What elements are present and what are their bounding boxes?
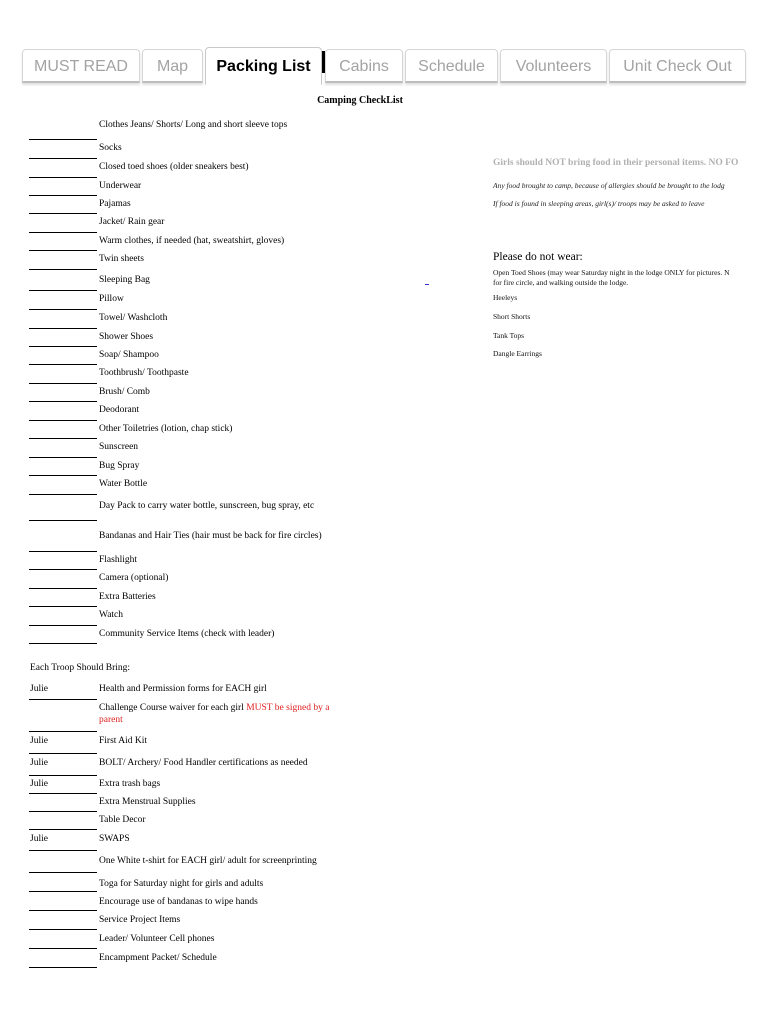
troop-item [99, 952, 217, 964]
checklist-item: Water Bottle [99, 479, 148, 489]
checklist-item: Underwear [99, 181, 142, 191]
checkbox-line[interactable] [29, 643, 97, 644]
checkbox-line[interactable] [29, 438, 97, 439]
troop-item [99, 796, 196, 808]
checkbox-line[interactable] [29, 158, 97, 159]
tab-cabins[interactable]: Cabins [325, 49, 403, 83]
assignee-name: Julie [30, 779, 48, 789]
checklist-item: Closed toed shoes (older sneakers best) [99, 162, 249, 172]
checkbox-line[interactable] [29, 250, 97, 251]
checkbox-line[interactable] [29, 967, 97, 968]
checklist-item: Brush/ Comb [99, 387, 150, 397]
checkbox-line[interactable] [29, 753, 97, 754]
checkbox-line[interactable] [29, 910, 97, 911]
checkbox-line[interactable] [29, 475, 97, 476]
troop-item-text: One White t-shirt for EACH girl/ adult for screenprinting [99, 856, 317, 866]
checkbox-line[interactable] [29, 606, 97, 607]
checklist-item: Watch [99, 610, 124, 620]
wear-item: Heeleys [493, 293, 518, 302]
troop-item-text: Table Decor [99, 815, 146, 825]
tab-unit-check-out[interactable]: Unit Check Out [609, 49, 746, 83]
checklist-item: Day Pack to carry water bottle, sunscreen, bug spray, etc [99, 501, 315, 511]
checkbox-line[interactable] [29, 699, 97, 700]
checklist-item: Clothes Jeans/ Shorts/ Long and short sleeve tops [99, 120, 288, 130]
troop-item [99, 933, 214, 945]
troop-item [99, 757, 308, 769]
checkbox-line[interactable] [29, 401, 97, 402]
checklist-item: Other Toiletries (lotion, chap stick) [99, 424, 233, 434]
food-note-1: Any food brought to camp, because of allergies should be brought to the lodg [493, 181, 725, 190]
checkbox-line[interactable] [29, 551, 97, 552]
tab-volunteers[interactable]: Volunteers [500, 49, 607, 83]
checklist-item: Sleeping Bag [99, 275, 150, 285]
troop-item-text: Health and Permission forms for EACH girl [99, 684, 267, 694]
checkbox-line[interactable] [29, 420, 97, 421]
do-not-wear-heading: Please do not wear: [493, 251, 583, 263]
checklist-item: Bug Spray [99, 461, 140, 471]
assignee-name: Julie [30, 758, 48, 768]
tab-must-read[interactable]: MUST READ [22, 49, 140, 83]
assignee-name: Julie [30, 684, 48, 694]
checkbox-line[interactable] [29, 328, 97, 329]
wear-item: Dangle Earrings [493, 349, 542, 358]
wear-item: Open Toed Shoes (may wear Saturday night in the lodge ONLY for pictures. N [493, 268, 730, 277]
troop-item-text: SWAPS [99, 834, 130, 844]
checkbox-line[interactable] [29, 850, 97, 851]
checkbox-line[interactable] [29, 457, 97, 458]
food-heading: Girls should NOT bring food in their personal items. NO FO [493, 158, 739, 168]
tab-schedule[interactable]: Schedule [405, 49, 498, 83]
troop-item-text: Toga for Saturday night for girls and adults [99, 879, 264, 889]
checklist-item: Bandanas and Hair Ties (hair must be back for fire circles) [99, 531, 322, 541]
checklist-item: Sunscreen [99, 442, 139, 452]
checkbox-line[interactable] [29, 948, 97, 949]
checkbox-line[interactable] [29, 383, 97, 384]
checklist-item: Flashlight [99, 555, 138, 565]
checkbox-line[interactable] [29, 829, 97, 830]
troop-item [99, 878, 263, 890]
troop-item [99, 896, 258, 908]
troop-item-text: First Aid Kit [99, 736, 148, 746]
checklist-item: Socks [99, 143, 122, 153]
wear-item: for fire circle, and walking outside the lodge. [493, 278, 629, 287]
blue-dash-mark [425, 284, 429, 285]
troop-item-text: Challenge Course waiver for each girl [99, 703, 247, 713]
checkbox-line[interactable] [29, 929, 97, 930]
page-title: Camping CheckList [317, 95, 403, 106]
checklist-item: Twin sheets [99, 254, 144, 264]
checklist-item: Soap/ Shampoo [99, 350, 159, 360]
troop-item-text: BOLT/ Archery/ Food Handler certifications as needed [99, 758, 308, 768]
checkbox-line[interactable] [29, 195, 97, 196]
troop-item-text: Extra Menstrual Supplies [99, 797, 196, 807]
checkbox-line[interactable] [29, 569, 97, 570]
troop-item [99, 855, 317, 867]
checklist-item: Warm clothes, if needed (hat, sweatshirt, gloves) [99, 236, 285, 246]
checkbox-line[interactable] [29, 775, 97, 776]
troop-item [99, 702, 349, 726]
assignee-name: Julie [30, 736, 48, 746]
checkbox-line[interactable] [29, 139, 97, 140]
checklist-item: Towel/ Washcloth [99, 313, 168, 323]
checkbox-line[interactable] [29, 588, 97, 589]
troop-item-text: Encampment Packet/ Schedule [99, 953, 217, 963]
checkbox-line[interactable] [29, 177, 97, 178]
food-note-2: If food is found in sleeping areas, girl(s)/ troops may be asked to leave [493, 199, 705, 208]
checklist-item: Extra Batteries [99, 592, 156, 602]
troop-item-text: Service Project Items [99, 915, 181, 925]
troop-item-text: Leader/ Volunteer Cell phones [99, 934, 215, 944]
checkbox-line[interactable] [29, 364, 97, 365]
tab-bar [22, 49, 746, 85]
checkbox-line[interactable] [29, 625, 97, 626]
checkbox-line[interactable] [29, 872, 97, 873]
checkbox-line[interactable] [29, 520, 97, 521]
troop-item-text: Extra trash bags [99, 779, 161, 789]
tab-packing-list[interactable]: Packing List [205, 47, 322, 85]
troop-item [99, 814, 146, 826]
troop-item [99, 914, 180, 926]
checklist-item: Shower Shoes [99, 332, 154, 342]
checkbox-line[interactable] [29, 891, 97, 892]
checklist-item: Pillow [99, 294, 124, 304]
wear-item: Short Shorts [493, 312, 531, 321]
checkbox-line[interactable] [29, 309, 97, 310]
checkbox-line[interactable] [29, 232, 97, 233]
checkbox-line[interactable] [29, 213, 97, 214]
checkbox-line[interactable] [29, 731, 97, 732]
checklist-item: Pajamas [99, 199, 131, 209]
checklist-item: Camera (optional) [99, 573, 169, 583]
required-note: MUST be signed by a parent [99, 703, 330, 725]
checkbox-line[interactable] [29, 346, 97, 347]
troop-item [99, 833, 130, 845]
checklist-item: Community Service Items (check with leader) [99, 629, 275, 639]
assignee-name: Julie [30, 834, 48, 844]
checklist-item: Jacket/ Rain gear [99, 217, 165, 227]
checklist-item: Deodorant [99, 405, 140, 415]
troop-item-text: Encourage use of bandanas to wipe hands [99, 897, 258, 907]
checkbox-line[interactable] [29, 290, 97, 291]
troop-heading: Each Troop Should Bring: [30, 663, 131, 673]
checklist-item: Toothbrush/ Toothpaste [99, 368, 189, 378]
tab-map[interactable]: Map [142, 49, 203, 83]
troop-item [99, 683, 267, 695]
troop-item [99, 735, 147, 747]
checkbox-line[interactable] [29, 269, 97, 270]
checkbox-line[interactable] [29, 494, 97, 495]
wear-item: Tank Tops [493, 331, 525, 340]
checkbox-line[interactable] [29, 811, 97, 812]
checkbox-line[interactable] [29, 793, 97, 794]
troop-item [99, 778, 160, 790]
